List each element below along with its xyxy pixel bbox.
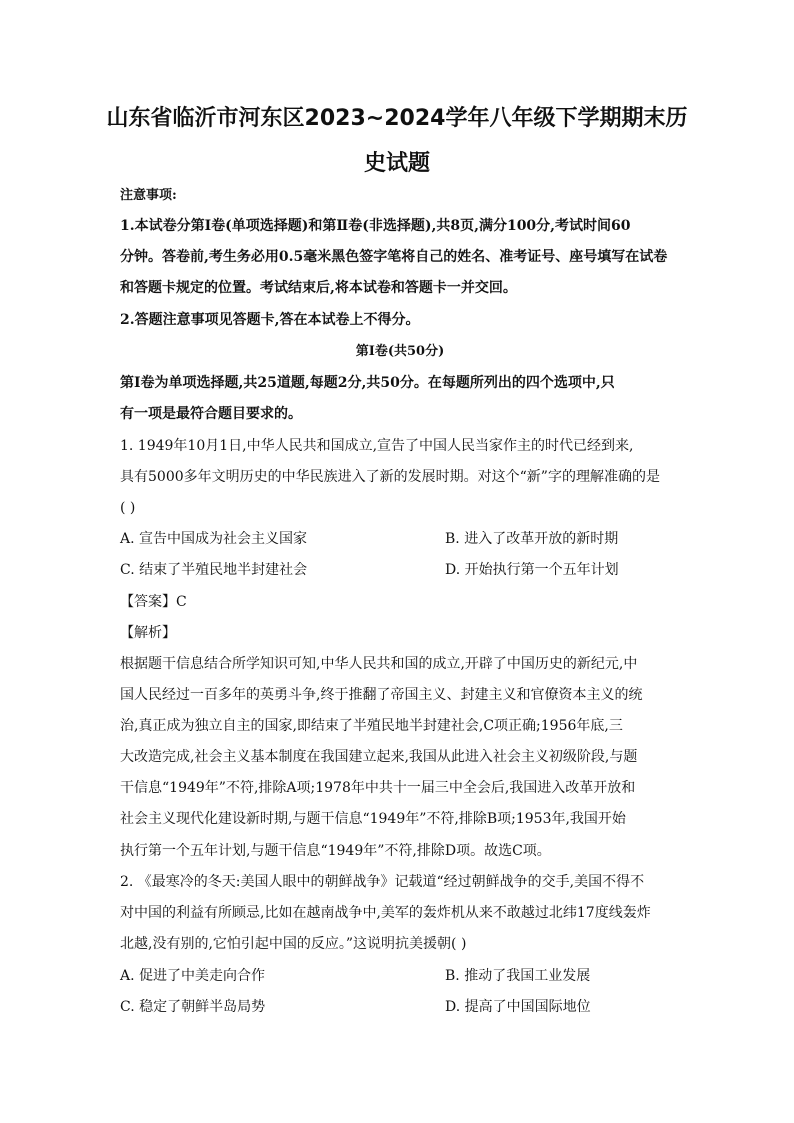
section-title: 第Ⅰ卷(共50分): [355, 344, 445, 359]
q1-option-a: A. 宣告中国成为社会主义国家: [120, 531, 308, 547]
q2-option-d: D. 提高了中国国际地位: [445, 999, 591, 1015]
q1-stem-line-2: 具有5000多年文明历史的中华民族进入了新的发展时期。对这个“新”字的理解准确的是: [120, 469, 660, 485]
exam-title-line-1: 山东省临沂市河东区2023~2024学年八年级下学期期末历: [106, 106, 688, 131]
q1-stem-line-3: ( ): [120, 500, 136, 516]
q1-analysis-line-5: 干信息“1949年”不符,排除A项;1978年中共十一届三中全会后,我国进入改革开放和: [120, 780, 636, 796]
q2-stem-line-1: 2. 《最寒冷的冬天:美国人眼中的朝鲜战争》记载道“经过朝鲜战争的交手,美国不得不: [120, 874, 645, 890]
q1-stem-line-1: 1. 1949年10月1日,中华人民共和国成立,宣告了中国人民当家作主的时代已经到来,: [120, 438, 634, 454]
section-intro-line-2: 有一项是最符合题目要求的。: [120, 406, 302, 422]
q2-option-a: A. 促进了中美走向合作: [120, 968, 266, 984]
section-intro-line-1: 第Ⅰ卷为单项选择题,共25道题,每题2分,共50分。在每题所列出的四个选项中,只: [120, 375, 615, 391]
q1-analysis-line-4: 大改造完成,社会主义基本制度在我国建立起来,我国从此进入社会主义初级阶段,与题: [120, 749, 638, 765]
q1-analysis-line-3: 治,真正成为独立自主的国家,即结束了半殖民地半封建社会,C项正确;1956年底,三: [120, 718, 623, 734]
q1-answer: 【答案】C: [120, 594, 187, 610]
notice-2: 2.答题注意事项见答题卡,答在本试卷上不得分。: [120, 312, 420, 328]
q2-stem-line-2: 对中国的利益有所顾忌,比如在越南战争中,美军的轰炸机从来不敢越过北纬17度线轰炸: [120, 905, 651, 921]
notice-heading: 注意事项:: [120, 188, 177, 203]
q1-analysis-line-1: 根据题干信息结合所学知识可知,中华人民共和国的成立,开辟了中国历史的新纪元,中: [120, 656, 638, 672]
q2-option-b: B. 推动了我国工业发展: [445, 968, 591, 984]
notice-1-line-2: 分钟。答卷前,考生务必用0.5毫米黑色签字笔将自己的姓名、准考证号、座号填写在试卷: [120, 249, 668, 265]
q1-analysis-heading: 【解析】: [120, 625, 176, 641]
q1-option-c: C. 结束了半殖民地半封建社会: [120, 562, 308, 578]
q2-stem-line-3: 北越,没有别的,它怕引起中国的反应。”这说明抗美援朝( ): [120, 936, 467, 952]
q1-option-b: B. 进入了改革开放的新时期: [445, 531, 619, 547]
q2-option-c: C. 稳定了朝鲜半岛局势: [120, 999, 266, 1015]
exam-title-line-2: 史试题: [363, 151, 430, 176]
q1-option-d: D. 开始执行第一个五年计划: [445, 562, 619, 578]
q1-analysis-line-6: 社会主义现代化建设新时期,与题干信息“1949年”不符,排除B项;1953年,我国开始: [120, 811, 626, 827]
q1-analysis-line-7: 执行第一个五年计划,与题干信息“1949年”不符,排除D项。故选C项。: [120, 843, 551, 859]
q1-analysis-line-2: 国人民经过一百多年的英勇斗争,终于推翻了帝国主义、封建主义和官僚资本主义的统: [120, 687, 643, 703]
notice-1-line-1: 1.本试卷分第Ⅰ卷(单项选择题)和第Ⅱ卷(非选择题),共8页,满分100分,考试时间60: [120, 218, 631, 234]
notice-1-line-3: 和答题卡规定的位置。考试结束后,将本试卷和答题卡一并交回。: [120, 280, 517, 296]
